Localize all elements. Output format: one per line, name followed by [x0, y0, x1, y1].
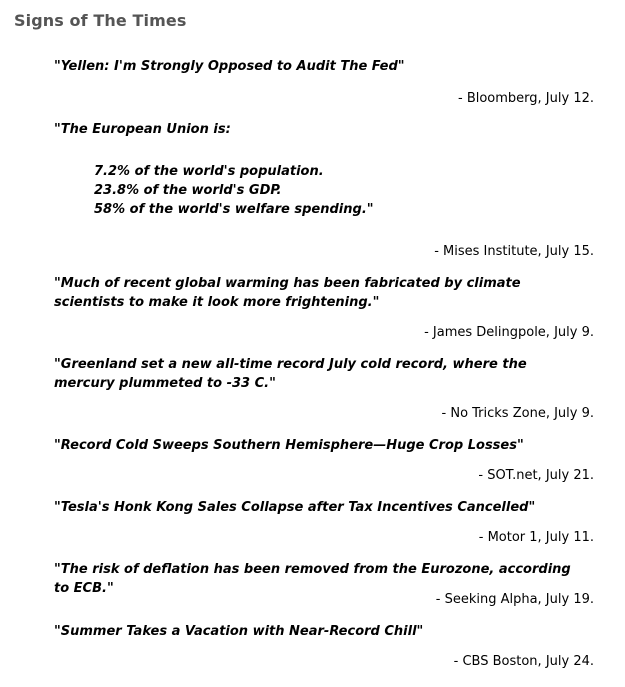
quote-source: - Bloomberg, July 12. [458, 91, 594, 106]
stat-line: 23.8% of the world's GDP. [94, 183, 282, 198]
quote-text: "Much of recent global warming has been fabricated by climate scientists to make it look more frightening." [54, 276, 521, 310]
quote-text: "The European Union is: [54, 122, 231, 137]
quote-source: - No Tricks Zone, July 9. [441, 406, 594, 421]
stat-line: 7.2% of the world's population. [94, 164, 324, 179]
quote-source: - SOT.net, July 21. [478, 468, 594, 483]
quote-source: - Mises Institute, July 15. [434, 244, 594, 259]
quote-source: - James Delingpole, July 9. [424, 325, 594, 340]
stat-line: 58% of the world's welfare spending." [94, 202, 374, 217]
page-title: Signs of The Times [14, 11, 187, 30]
quote-text: "The risk of deflation has been removed from the Eurozone, according to ECB." [54, 562, 571, 596]
quote-source: - Motor 1, July 11. [478, 530, 594, 545]
quote-source: - Seeking Alpha, July 19. [435, 592, 594, 607]
quote-source: - CBS Boston, July 24. [453, 654, 594, 669]
quote-text: "Tesla's Honk Kong Sales Collapse after Tax Incentives Cancelled" [54, 500, 536, 515]
quote-text: "Record Cold Sweeps Southern Hemisphere—Huge Crop Losses" [54, 438, 524, 453]
quote-text: "Summer Takes a Vacation with Near-Record Chill" [54, 624, 424, 639]
quote-text: "Yellen: I'm Strongly Opposed to Audit The Fed" [54, 59, 405, 74]
quote-text: "Greenland set a new all-time record July cold record, where the mercury plummeted to -33 C." [54, 357, 527, 391]
